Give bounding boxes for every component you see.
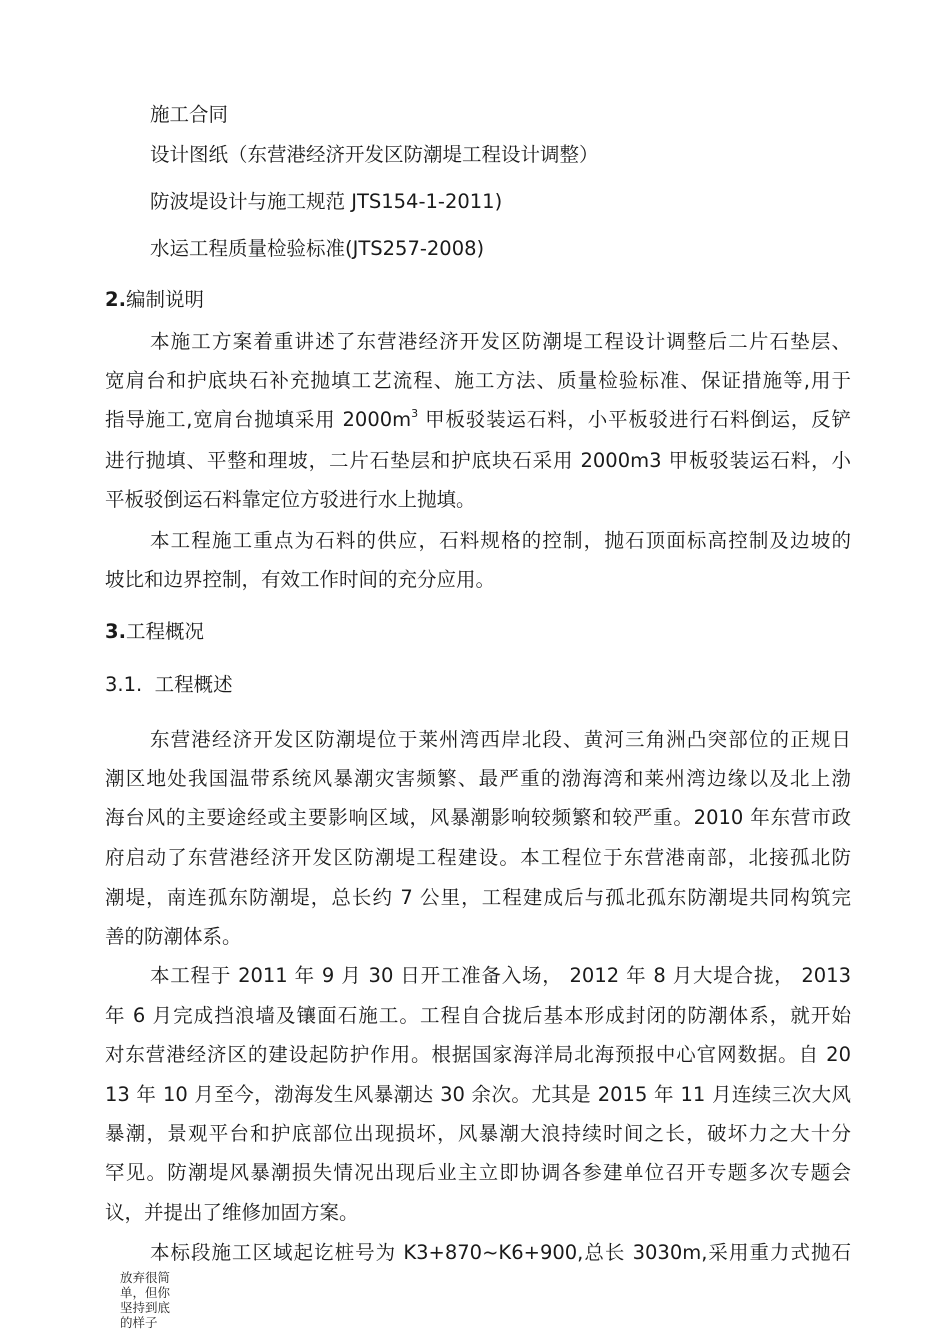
section-title: 编制说明 — [125, 288, 204, 311]
paragraph-line: 本施工方案着重讲述了东营港经济开发区防潮堤工程设计调整后二片石垫层、 — [150, 330, 851, 353]
section-number: 3. — [105, 620, 126, 643]
subsection-heading — [105, 675, 233, 695]
reference-item: 防波堤设计与施工规范 JTS154-1-2011) — [150, 190, 503, 213]
paragraph-line: 本工程施工重点为石料的供应，石料规格的控制，抛石顶面标高控制及边坡的 — [150, 529, 851, 552]
reference-item: 施工合同 — [150, 103, 229, 126]
paragraph-line: 潮区地处我国温带系统风暴潮灾害频繁、最严重的渤海湾和莱州湾边缘以及北上渤 — [105, 767, 851, 790]
paragraph-line: 平板驳倒运石料靠定位方驳进行水上抛填。 — [105, 488, 476, 511]
subsection-number: 3.1. — [105, 673, 143, 696]
paragraph-line: 本标段施工区域起讫桩号为 K3+870~K6+900,总长 3030m,采用重力式抛石 — [150, 1241, 851, 1264]
paragraph-line: 潮堤，南连孤东防潮堤，总长约 7 公里，工程建成后与孤北孤东防潮堤共同构筑完 — [105, 886, 851, 909]
paragraph-line: 东营港经济开发区防潮堤位于莱州湾西岸北段、黄河三角洲凸突部位的正规日 — [150, 728, 851, 751]
section-title: 工程概况 — [125, 620, 204, 643]
paragraph-line: 海台风的主要途经或主要影响区域，风暴潮影响较频繁和较严重。2010 年东营市政 — [105, 806, 851, 829]
paragraph-line: 本工程于 2011 年 9 月 30 日开工准备入场， 2012 年 8 月大堤合拢， 2013 — [150, 964, 851, 987]
text-span: 甲板驳装运石料，小平板驳进行石料倒运，反铲 — [418, 408, 851, 431]
paragraph-line: 暴潮，景观平台和护底部位出现损坏，风暴潮大浪持续时间之长，破坏力之大十分 — [105, 1122, 851, 1145]
section-heading — [105, 622, 204, 642]
paragraph-line: 对东营港经济区的建设起防护作用。根据国家海洋局北海预报中心官网数据。自 20 — [105, 1043, 851, 1066]
paragraph-line: 年 6 月完成挡浪墙及镶面石施工。工程自合拢后基本形成封闭的防潮体系，就开始 — [105, 1004, 851, 1027]
section-number: 2. — [105, 288, 126, 311]
superscript: 3 — [411, 407, 419, 420]
footer-watermark-note: 放弃很简单，但你坚持到底的样子 — [120, 1270, 170, 1330]
section-heading — [105, 290, 204, 310]
paragraph-line: 坡比和边界控制，有效工作时间的充分应用。 — [105, 568, 496, 591]
text-span: 指导施工,宽肩台抛填采用 2000m — [105, 408, 412, 431]
reference-item: 水运工程质量检验标准(JTS257-2008) — [150, 237, 485, 260]
paragraph-line: 府启动了东营港经济开发区防潮堤工程建设。本工程位于东营港南部，北接孤北防 — [105, 846, 851, 869]
subsection-title: 工程概述 — [154, 673, 233, 696]
paragraph-line: 善的防潮体系。 — [105, 925, 242, 948]
paragraph-line: 进行抛填、平整和理坡，二片石垫层和护底块石采用 2000m3 甲板驳装运石料，小 — [105, 449, 851, 472]
paragraph-line: 罕见。防潮堤风暴潮损失情况出现后业主立即协调各参建单位召开专题多次专题会 — [105, 1161, 851, 1184]
paragraph-line: 13 年 10 月至今，渤海发生风暴潮达 30 余次。尤其是 2015 年 11 月连续三次大风 — [105, 1083, 851, 1106]
paragraph-line: 议，并提出了维修加固方案。 — [105, 1201, 359, 1224]
paragraph-line: 宽肩台和护底块石补充抛填工艺流程、施工方法、质量检验标准、保证措施等,用于 — [105, 369, 851, 392]
paragraph-line — [105, 407, 851, 431]
reference-item: 设计图纸（东营港经济开发区防潮堤工程设计调整） — [150, 143, 599, 166]
